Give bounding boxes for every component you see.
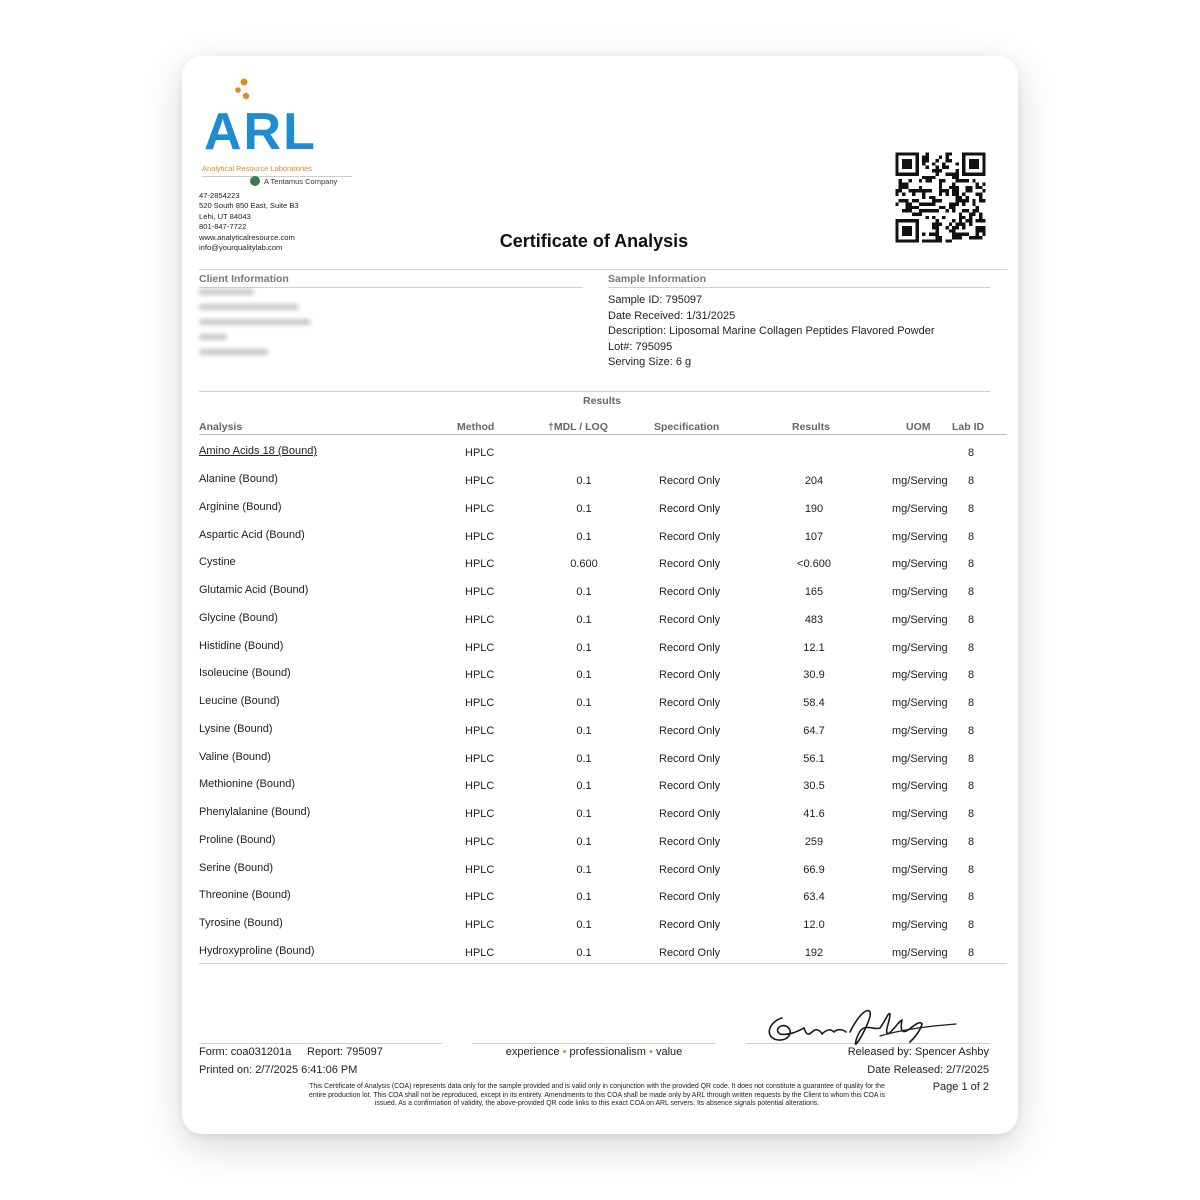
method-cell: HPLC [465,669,495,682]
lab-id-cell: 8 [968,863,975,876]
result-cell: 204 [804,475,824,487]
table-bottom-divider [199,963,1007,964]
released-by: Released by: Spencer Ashby [847,1046,989,1058]
signature [760,1000,960,1050]
result-cell: 30.5 [803,780,825,793]
specification-cell: Record Only [659,724,721,737]
client-info-divider [199,287,583,288]
mdl-loq-cell: 0.1 [576,697,592,709]
header-analysis: Analysis [199,421,243,433]
method-cell: HPLC [465,808,495,820]
method-cell: HPLC [465,502,495,515]
parent-company [250,176,337,186]
lab-id-cell: 8 [968,946,975,959]
address-line: Lehi, UT 84043 [199,211,251,221]
lab-id-cell: 8 [968,780,975,793]
lab-id-cell: 8 [968,530,975,543]
logo-wordmark: ARL [204,103,317,161]
mdl-loq-cell: 0.1 [576,752,592,765]
result-cell: 165 [804,586,824,598]
lab-id-cell: 8 [968,475,975,487]
mdl-loq-cell: 0.1 [576,613,592,626]
document-title: Certificate of Analysis [499,231,689,251]
results-top-divider [199,391,990,392]
logo-subtitle: Analytical Resource Laboratories [202,164,352,177]
result-cell: 259 [804,835,824,848]
analyte-name: Lysine (Bound) [199,722,273,735]
motto-separator: • [562,1046,567,1058]
uom-cell: mg/Serving [892,752,948,765]
mdl-loq-cell: 0.1 [576,641,592,654]
table-row [182,612,1018,632]
uom-cell: mg/Serving [892,475,948,487]
analyte-name: Arginine (Bound) [199,500,282,513]
method-cell: HPLC [465,752,495,765]
motto-word: value [655,1046,683,1058]
certificate-page [182,56,1018,1134]
analyte-name: Valine (Bound) [199,750,271,763]
specification-cell: Record Only [659,613,721,626]
analyte-name: Phenylalanine (Bound) [199,806,311,818]
parent-company-label: A Tentamus Company [264,176,338,186]
method-cell: HPLC [465,863,495,876]
client-info-redacted [199,289,359,364]
address-line: 801-847-7722 [199,222,247,232]
lab-id-cell: 8 [968,919,975,931]
mdl-loq-cell: 0.1 [576,586,592,598]
result-cell: 58.4 [803,697,825,709]
qr-code-icon[interactable] [892,149,989,246]
report-id: Report: 795097 [307,1046,383,1058]
analyte-name: Alanine (Bound) [199,473,278,485]
sample-info [608,293,935,371]
motto-word: experience [505,1046,560,1058]
date-released: Date Released: 2/7/2025 [867,1064,989,1076]
lot-number: Lot#: 795095 [608,340,673,353]
lab-id-cell: 8 [968,669,975,682]
mdl-loq-cell: 0.1 [576,808,592,820]
address-line[interactable]: info@yourqualitylab.com [199,243,283,253]
table-row [182,806,1018,826]
table-row [182,778,1018,798]
lab-address [199,191,299,253]
specification-cell: Record Only [659,752,721,765]
uom-cell: mg/Serving [892,641,948,654]
table-row [182,667,1018,687]
result-cell: 64.7 [803,724,825,737]
method-cell: HPLC [465,558,495,571]
lab-id-cell: 8 [968,891,975,904]
method-cell: HPLC [465,724,495,737]
motto-separator: • [649,1046,653,1058]
result-cell: 192 [804,946,824,959]
motto-word: professionalism [569,1046,646,1058]
analyte-name: Leucine (Bound) [199,695,280,707]
printed-on: Printed on: 2/7/2025 6:41:06 PM [199,1064,358,1076]
lab-id-cell: 8 [968,835,975,848]
lab-id-cell: 8 [968,613,975,626]
uom-cell: mg/Serving [892,586,948,598]
table-row [182,917,1018,937]
address-line[interactable]: www.analyticalresource.com [199,232,295,242]
uom-cell: mg/Serving [892,891,948,904]
method-cell: HPLC [465,919,495,931]
analyte-name: Glycine (Bound) [199,611,278,624]
table-row [182,723,1018,743]
address-line: 47-2854223 [199,191,240,200]
analyte-name: Hydroxyproline (Bound) [199,944,315,957]
sample-info-divider [608,287,990,288]
uom-cell: mg/Serving [892,919,948,931]
specification-cell: Record Only [659,669,721,682]
analyte-name: Proline (Bound) [199,833,276,846]
specification-cell: Record Only [659,530,721,543]
mdl-loq-cell: 0.1 [576,502,592,515]
date-received: Date Received: 1/31/2025 [608,309,736,322]
method-cell: HPLC [465,586,495,598]
sample-info-label: Sample Information [608,273,707,285]
mdl-loq-cell: 0.1 [576,724,592,737]
uom-cell: mg/Serving [892,669,948,682]
sample-description: Description: Liposomal Marine Collagen Peptides Flavored Powder [608,325,935,338]
result-cell: 63.4 [803,891,825,904]
uom-cell: mg/Serving [892,724,948,737]
mdl-loq-cell: 0.1 [576,475,592,487]
uom-cell: mg/Serving [892,697,948,709]
uom-cell: mg/Serving [892,613,948,626]
lab-id-cell: 8 [968,502,975,515]
table-row [182,556,1018,576]
mdl-loq-cell: 0.1 [576,919,592,931]
analyte-name: Glutamic Acid (Bound) [199,584,309,596]
mdl-loq-cell: 0.1 [576,863,592,876]
method-cell: HPLC [465,641,495,654]
mdl-loq-cell: 0.1 [576,780,592,793]
arl-logo [200,76,356,188]
result-cell: 30.9 [803,669,825,682]
table-row [182,751,1018,771]
tentamus-logo-icon [250,176,260,186]
result-cell: 56.1 [803,752,825,765]
table-row [182,945,1018,965]
group-lab-id: 8 [968,447,975,459]
specification-cell: Record Only [659,780,721,793]
header-results: Results [792,421,830,433]
analyte-name: Isoleucine (Bound) [199,667,291,680]
method-cell: HPLC [465,946,495,959]
analyte-name: Threonine (Bound) [199,889,291,902]
specification-cell: Record Only [659,558,721,571]
uom-cell: mg/Serving [892,558,948,571]
result-cell: 190 [804,502,824,515]
result-cell: 66.9 [803,863,825,876]
result-cell: 12.1 [803,641,825,654]
mdl-loq-cell: 0.1 [576,835,592,848]
uom-cell: mg/Serving [892,780,948,793]
group-method: HPLC [465,447,495,459]
specification-cell: Record Only [659,808,721,820]
method-cell: HPLC [465,780,495,793]
specification-cell: Record Only [659,835,721,848]
lab-id-cell: 8 [968,697,975,709]
coa-disclaimer: This Certificate of Analysis (COA) represents data only for the sample provided and is valid only in conjunction with the provided QR code. It does not constitute a guarantee of quality for the entire production lot. This COA shall not be reproduced, except in its entirety. Amendments to this COA shall be made only by ARL through written requests by the Client to whom this COA is issued. As a confirmation of validity, the above-provided QR code links to this exact COA on ARL servers. Its absence signals potential alterations. [309,1083,885,1108]
company-motto [472,1046,716,1058]
mdl-loq-cell: 0.600 [570,558,598,571]
method-cell: HPLC [465,530,495,543]
header-divider-line [199,434,1007,435]
analyte-name: Serine (Bound) [199,861,273,874]
specification-cell: Record Only [659,641,721,654]
client-info-label: Client Information [199,273,289,285]
table-row [182,834,1018,854]
serving-size: Serving Size: 6 g [608,356,692,369]
lab-id-cell: 8 [968,586,975,598]
specification-cell: Record Only [659,697,721,709]
table-row [182,889,1018,909]
lab-id-cell: 8 [968,752,975,765]
table-row [182,584,1018,604]
specification-cell: Record Only [659,502,721,515]
uom-cell: mg/Serving [892,946,948,959]
form-id: Form: coa031201a [199,1046,292,1058]
header-mdl-loq: †MDL / LOQ [548,421,608,433]
table-row [182,640,1018,660]
analyte-name: Tyrosine (Bound) [199,917,283,929]
uom-cell: mg/Serving [892,863,948,876]
table-row [182,501,1018,521]
lab-id-cell: 8 [968,641,975,654]
table-row [182,695,1018,715]
method-cell: HPLC [465,475,495,487]
header-method: Method [457,421,495,433]
header-divider [199,269,1007,270]
specification-cell: Record Only [659,946,721,959]
lab-id-cell: 8 [968,808,975,820]
uom-cell: mg/Serving [892,808,948,820]
specification-cell: Record Only [659,475,721,487]
analyte-name: Histidine (Bound) [199,639,284,652]
table-row [182,473,1018,493]
sample-id: Sample ID: 795097 [608,294,703,306]
mdl-loq-cell: 0.1 [576,891,592,904]
group-name[interactable]: Amino Acids 18 (Bound) [199,445,318,457]
method-cell: HPLC [465,891,495,904]
table-group-row [182,445,1018,465]
footer-rule-left [199,1043,442,1044]
specification-cell: Record Only [659,919,721,931]
mdl-loq-cell: 0.1 [576,669,592,682]
analyte-name: Methionine (Bound) [199,778,296,791]
lab-id-cell: 8 [968,558,975,571]
analyte-name: Aspartic Acid (Bound) [199,528,305,541]
specification-cell: Record Only [659,586,721,598]
mdl-loq-cell: 0.1 [576,530,592,543]
analyte-name: Cystine [199,556,236,569]
page-number: Page 1 of 2 [932,1081,989,1093]
header-lab-id: Lab ID [952,421,985,433]
table-row [182,862,1018,882]
address-line: 520 South 850 East, Suite B3 [199,201,299,211]
results-label: Results [583,395,621,407]
method-cell: HPLC [465,835,495,848]
footer-rule-mid [472,1043,716,1044]
uom-cell: mg/Serving [892,530,948,543]
specification-cell: Record Only [659,863,721,876]
uom-cell: mg/Serving [892,502,948,515]
result-cell: 41.6 [803,808,825,820]
table-row [182,529,1018,549]
result-cell: <0.600 [797,558,831,571]
uom-cell: mg/Serving [892,835,948,848]
result-cell: 107 [804,530,824,543]
method-cell: HPLC [465,613,495,626]
mdl-loq-cell: 0.1 [576,946,592,959]
header-uom: UOM [906,421,931,433]
method-cell: HPLC [465,697,495,709]
result-cell: 483 [804,613,824,626]
lab-id-cell: 8 [968,724,975,737]
specification-cell: Record Only [659,891,721,904]
result-cell: 12.0 [803,919,825,931]
header-specification: Specification [654,421,720,433]
